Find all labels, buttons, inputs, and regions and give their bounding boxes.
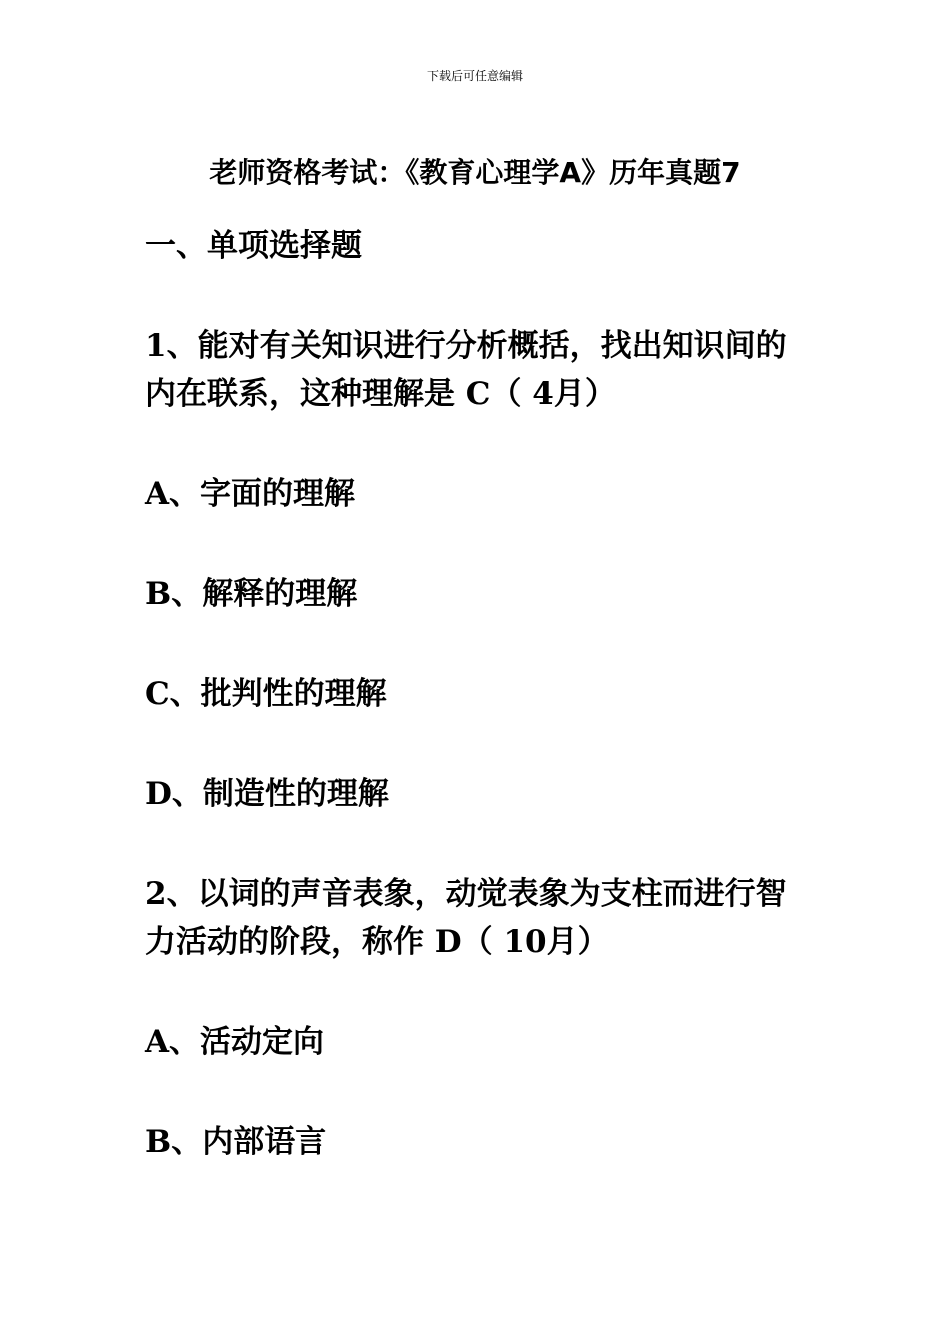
question-1-option-b: B、解释的理解: [145, 576, 358, 612]
question-2-stem-line-1: 2、以词的声音表象，动觉表象为支柱而进行智: [145, 876, 787, 912]
question-2-stem-line-2: 力活动的阶段，称作 D（ 10月）: [145, 924, 609, 960]
question-1-option-a: A、字面的理解: [145, 476, 356, 512]
question-1-stem: [145, 322, 825, 418]
question-2-option-b: B、内部语言: [145, 1124, 327, 1160]
question-1-stem-line-1: 1、能对有关知识进行分析概括，找出知识间的: [145, 328, 787, 364]
question-1-stem-line-2: 内在联系，这种理解是 C（ 4月）: [145, 376, 616, 412]
header-note: 下载后可任意编辑: [426, 69, 523, 83]
document-title: 老师资格考试：《教育心理学A》历年真题7: [209, 156, 741, 189]
question-2-option-a: A、活动定向: [145, 1024, 325, 1060]
section-heading: 一、单项选择题: [145, 228, 362, 264]
question-1-option-c: C、批判性的理解: [145, 676, 387, 712]
question-1-option-d: D、制造性的理解: [145, 776, 389, 812]
question-2-stem: [145, 870, 825, 966]
